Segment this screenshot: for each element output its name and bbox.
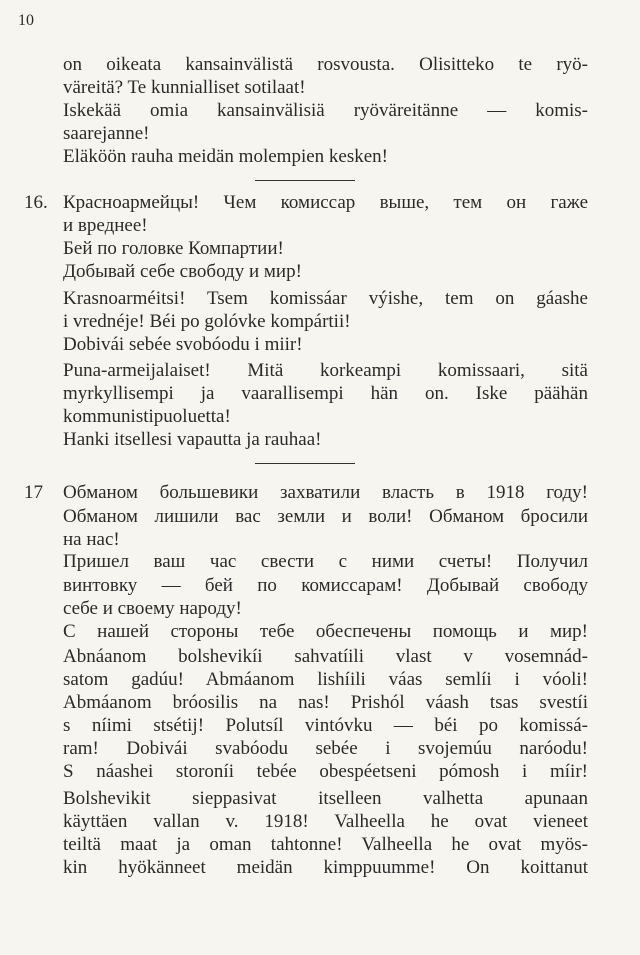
text-line: saarejanne! xyxy=(63,123,150,144)
text-line: kommunistipuoluetta! xyxy=(63,406,231,427)
text-line: на нас! xyxy=(63,529,120,550)
text-line: Iskekää omia kansainvälisiä ryöväreitänne — komis- xyxy=(63,100,588,121)
text-line: myrkyllisempi ja vaarallisempi hän on. Iske päähän xyxy=(63,383,588,404)
text-line: Пришел ваш час свести с ними счеты! Получил xyxy=(63,551,588,572)
text-line: käyttäen vallan v. 1918! Valheella he ovat vieneet xyxy=(63,811,588,832)
text-line: Hanki itsellesi vapautta ja rauhaa! xyxy=(63,429,322,450)
text-line: väreitä? Te kunnialliset sotilaat! xyxy=(63,77,306,98)
text-line: Krasnoarméitsi! Tsem komissáar výishe, tem on gáashe xyxy=(63,288,588,309)
text-line: С нашей стороны тебе обеспечены помощь и мир! xyxy=(63,621,588,642)
text-line: себе и своему народу! xyxy=(63,598,242,619)
text-line: и вреднее! xyxy=(63,215,148,236)
page-number: 10 xyxy=(18,12,34,29)
text-line: satom gadúu! Abmáanom lishíili váas semlíi i vóoli! xyxy=(63,669,588,690)
text-line: Красноармейцы! Чем комиссар выше, тем он гаже xyxy=(63,192,588,213)
text-line: Abnáanom bolshevikíi sahvatíili vlast v vosemnád- xyxy=(63,646,588,667)
text-line: Обманом большевики захватили власть в 1918 году! xyxy=(63,482,588,503)
section-divider xyxy=(255,180,355,181)
text-line: Обманом лишили вас земли и воли! Обманом бросили xyxy=(63,506,588,527)
text-line: on oikeata kansainvälistä rosvousta. Olisitteko te ryö- xyxy=(63,54,588,75)
text-line: Бей по головке Компартии! xyxy=(63,238,284,259)
text-line: kin hyökänneet meidän kimppuumme! On koittanut xyxy=(63,857,588,878)
text-line: i vrednéje! Béi po golóvke kompártii! xyxy=(63,311,351,332)
section-divider xyxy=(255,463,355,464)
text-line: Добывай себе свободу и мир! xyxy=(63,261,302,282)
text-line: S náashei storoníi tebée obespéetseni pómosh i míir! xyxy=(63,761,588,782)
text-line: Dobivái sebée svobóodu i miir! xyxy=(63,334,303,355)
section-number: 17 xyxy=(24,482,43,503)
text-line: Bolshevikit sieppasivat itselleen valhetta apunaan xyxy=(63,788,588,809)
text-line: s níimi stsétij! Polutsíl vintóvku — béi po komissá- xyxy=(63,715,588,736)
text-line: teiltä maat ja oman tahtonne! Valheella he ovat myös- xyxy=(63,834,588,855)
text-line: ram! Dobivái svabóodu sebée i svojemúu naróodu! xyxy=(63,738,588,759)
text-line: Abmáanom bróosilis na nas! Prishól váash tsas svestíi xyxy=(63,692,588,713)
section-number: 16. xyxy=(24,192,48,213)
text-line: Puna-armeijalaiset! Mitä korkeampi komissaari, sitä xyxy=(63,360,588,381)
text-line: винтовку — бей по комиссарам! Добывай свободу xyxy=(63,575,588,596)
text-line: Eläköön rauha meidän molempien kesken! xyxy=(63,146,389,167)
